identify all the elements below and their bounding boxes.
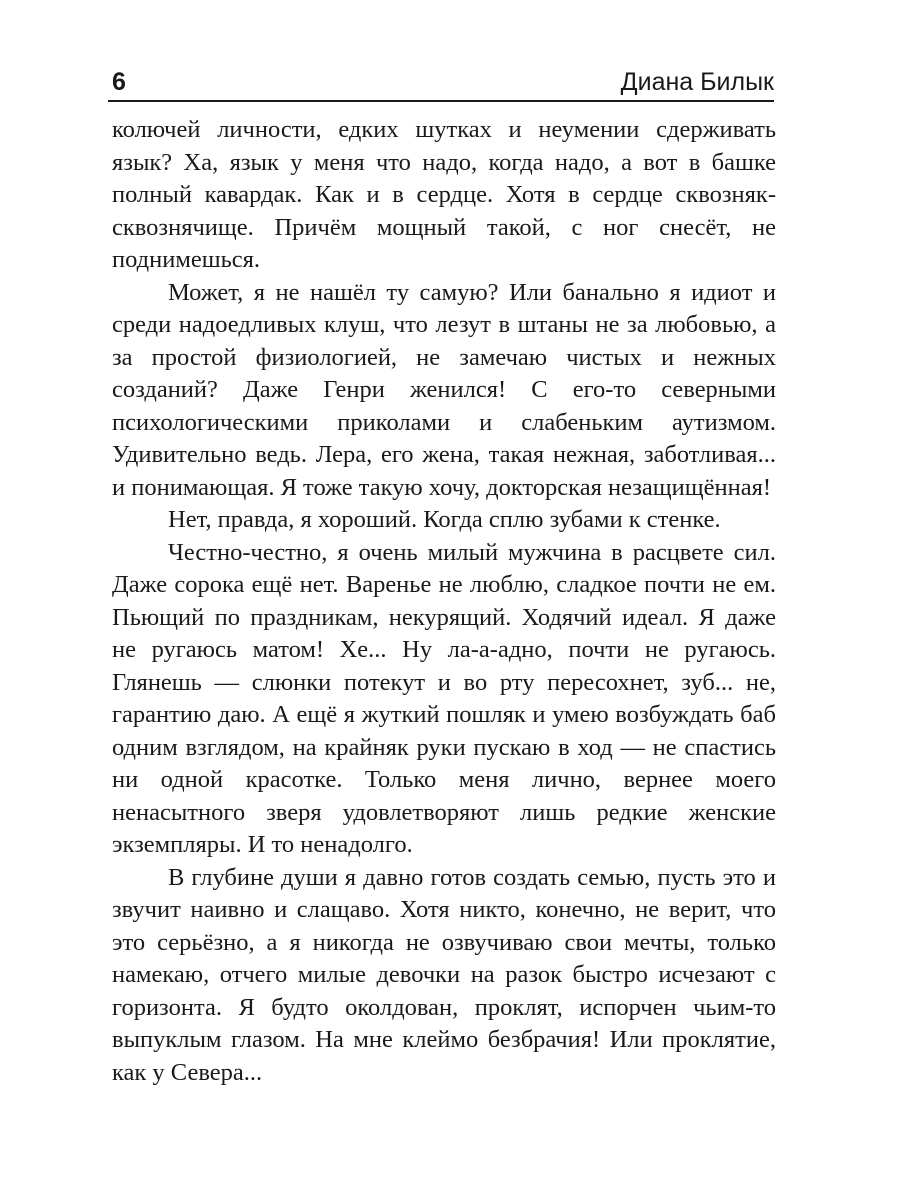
- paragraph: В глубине души я давно готов создать семью, пусть это и звучит наивно и слащаво. Хотя никто, конечно, не верит, что это серьёзно, а я никогда не озвучиваю свои мечты, только намекаю, отчего милые девочки на разок быстро исчезают с горизонта. Я будто околдован, проклят, испорчен чьим-то выпуклым глазом. На мне клеймо безбрачия! Или проклятие, как у Севера...: [112, 863, 776, 1086]
- paragraph-continued: колючей личности, едких шутках и неумении сдерживать язык? Ха, язык у меня что надо, когда надо, а вот в башке полный кавардак. Как и в сердце. Хотя в сердце сквозняк-сквознячище. Причём мощный такой, с ног снесёт, не поднимешься.: [112, 116, 776, 273]
- paragraph: Честно-честно, я очень милый мужчина в расцвете сил. Даже сорока ещё нет. Варенье не люблю, сладкое почти не ем. Пьющий по праздникам, некурящий. Ходячий идеал. Я даже не ругаюсь матом! Хе... Ну ла-а-адно, почти не ругаюсь. Глянешь — слюнки потекут и во рту пересохнет, зуб... не, гарантию даю. А ещё я жуткий пошляк и умею возбуждать баб одним взглядом, на крайняк руки пускаю в ход — не спастись ни одной красотке. Только меня лично, вернее моего ненасытного зверя удовлетворяют лишь редкие женские экземпляры. И то ненадолго.: [112, 538, 776, 858]
- author-name: Диана Билык: [620, 68, 774, 96]
- body-text: [112, 114, 776, 1089]
- paragraph: Нет, правда, я хороший. Когда сплю зубами к стенке.: [168, 506, 721, 533]
- paragraph: Может, я не нашёл ту самую? Или банально я идиот и среди надоедливых клуш, что лезут в штаны не за любовью, а за простой физиологией, не замечаю чистых и нежных созданий? Даже Генри женился! С его-то северными психологическими приколами и слабеньким аутизмом. Удивительно ведь. Лера, его жена, такая нежная, заботливая... и понимающая. Я тоже такую хочу, докторская незащищённая!: [112, 278, 776, 501]
- page-number: 6: [112, 68, 126, 96]
- running-header: [112, 66, 774, 100]
- header-rule: [108, 100, 774, 102]
